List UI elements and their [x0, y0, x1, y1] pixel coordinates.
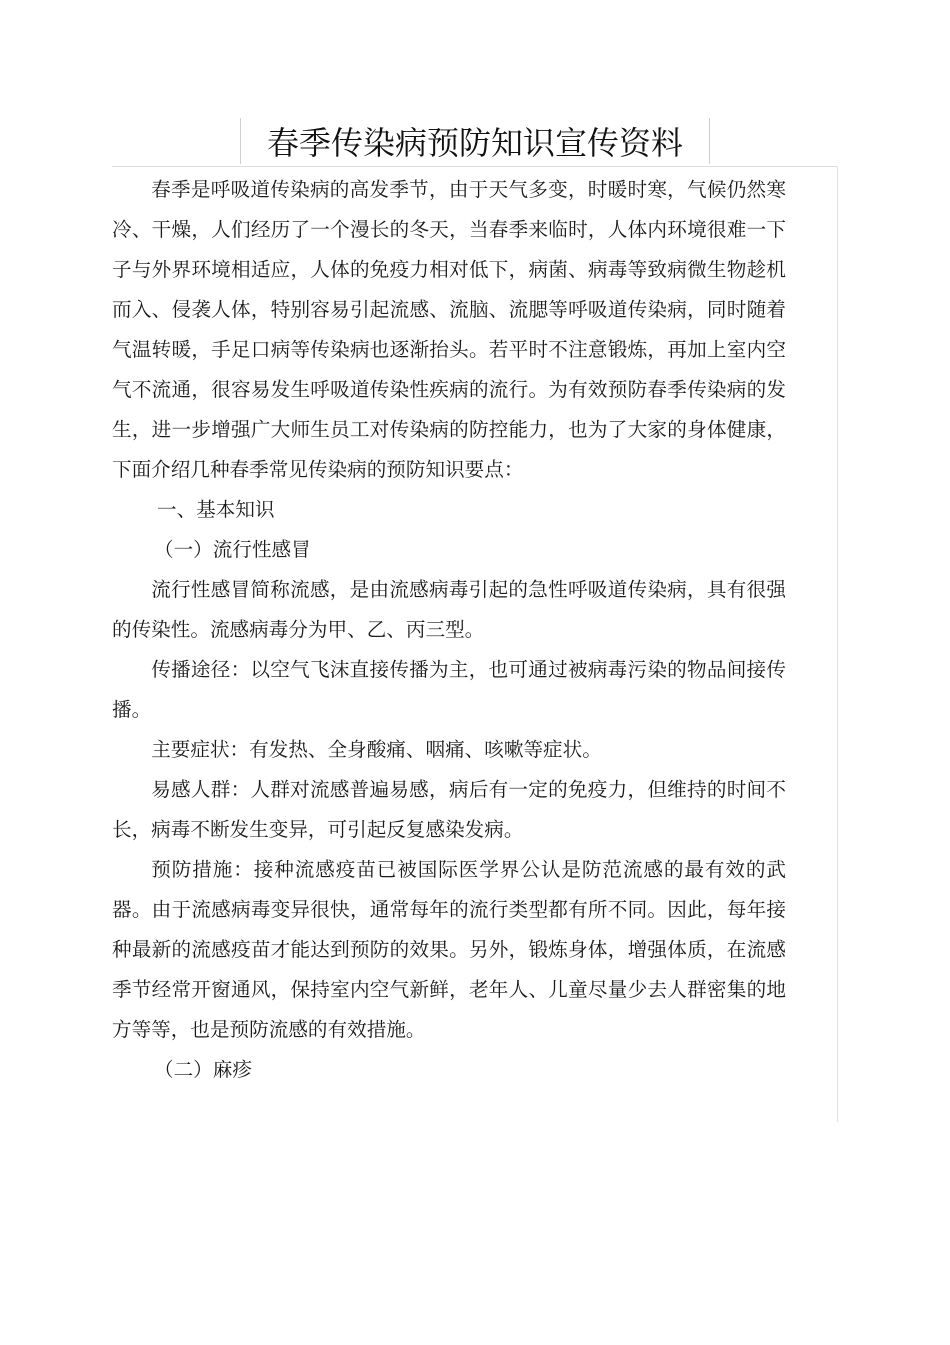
right-margin-rule — [837, 166, 838, 1122]
title-divider — [112, 166, 838, 167]
influenza-symptoms: 主要症状：有发热、全身酸痛、咽痛、咳嗽等症状。 — [151, 738, 602, 761]
subheading-influenza: （一）流行性感冒 — [154, 538, 311, 561]
intro-paragraph: 春季是呼吸道传染病的高发季节，由于天气多变，时暖时寒，气候仍然寒冷、干燥，人们经历了一个漫长的冬天，当春季来临时，人体内环境很难一下子与外界环境相适应，人体的免疫力相对低下，病菌、病毒等致病微生物趁机而入、侵袭人体，特别容易引起流感、流脑、流腮等呼吸道传染病，同时随着气温转暖，手足口病等传染病也逐渐抬头。若平时不注意锻炼，再加上室内空气不流通，很容易发生呼吸道传染性疾病的流行。为有效预防春季传染病的发生，进一步增强广大师生员工对传染病的防控能力，也为了大家的身体健康，下面介绍几种春季常见传染病的预防知识要点： — [112, 178, 786, 481]
document-body — [112, 170, 786, 1090]
influenza-susceptible-population: 易感人群：人群对流感普遍易感，病后有一定的免疫力，但维持的时间不长，病毒不断发生变异，可引起反复感染发病。 — [112, 778, 786, 841]
document-title: 春季传染病预防知识宣传资料 — [266, 124, 683, 162]
title-box — [240, 118, 710, 164]
influenza-transmission: 传播途径：以空气飞沫直接传播为主，也可通过被病毒污染的物品间接传播。 — [112, 658, 786, 721]
influenza-prevention: 预防措施：接种流感疫苗已被国际医学界公认是防范流感的最有效的武器。由于流感病毒变异很快，通常每年的流行类型都有所不同。因此，每年接种最新的流感疫苗才能达到预防的效果。另外，锻炼身体，增强体质，在流感季节经常开窗通风，保持室内空气新鲜，老年人、儿童尽量少去人群密集的地方等等，也是预防流感的有效措施。 — [112, 858, 786, 1041]
influenza-description: 流行性感冒简称流感，是由流感病毒引起的急性呼吸道传染病，具有很强的传染性。流感病毒分为甲、乙、丙三型。 — [112, 578, 786, 641]
subheading-measles: （二）麻疹 — [154, 1058, 252, 1081]
section-heading-basic-knowledge: 一、基本知识 — [157, 498, 275, 521]
